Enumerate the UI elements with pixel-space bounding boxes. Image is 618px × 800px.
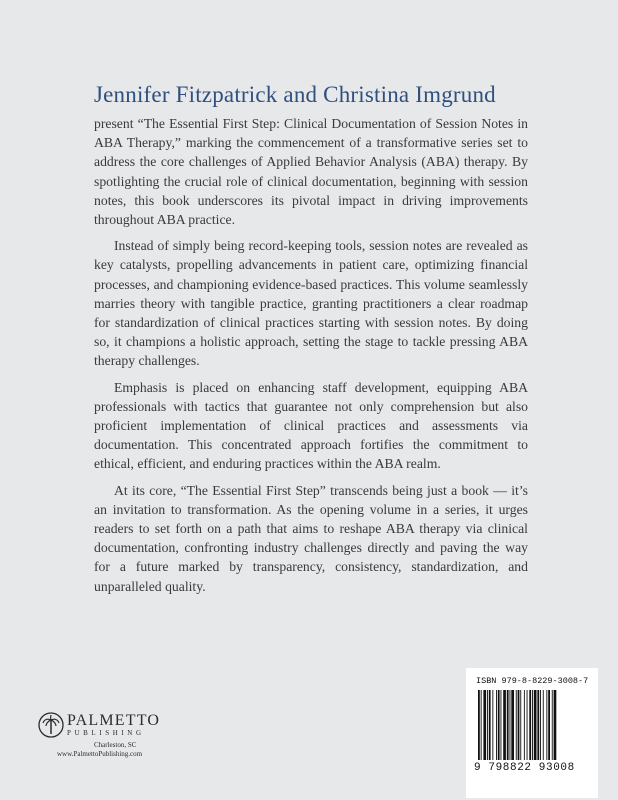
- publisher-name: PALMETTO: [67, 711, 161, 729]
- barcode-bar: [483, 690, 486, 760]
- barcode-bar: [527, 690, 528, 760]
- barcode-bar: [546, 690, 547, 760]
- barcode-bar: [481, 690, 482, 760]
- barcode-bar: [496, 690, 497, 760]
- barcode-bar: [516, 690, 517, 760]
- publisher-logo: [38, 712, 178, 759]
- publisher-city: Charleston, SC: [94, 741, 137, 749]
- back-cover-blurb: [94, 114, 528, 603]
- barcode-digits: 9 798822 93008: [474, 762, 575, 774]
- barcode-bar: [511, 690, 514, 760]
- barcode-bar: [532, 690, 533, 760]
- publisher-url: www.PalmettoPublishing.com: [57, 750, 143, 758]
- barcode-bar: [548, 690, 550, 760]
- blurb-paragraph-4: At its core, “The Essential First Step” transcends being just a book — it’s an invitation to transformation. As the opening volume in a series, it urges readers to set forth on a path that aims to reshape ABA therapy via clinical documentation, confronting industry challenges directly and paving the way for a future marked by transparency, consistency, standardization, and unparalleled quality.: [94, 482, 528, 594]
- author-names: Jennifer Fitzpatrick and Christina Imgrund: [94, 82, 496, 107]
- isbn-barcode: [466, 668, 598, 798]
- barcode-bar: [510, 690, 511, 760]
- palmetto-tree-icon: [38, 712, 64, 738]
- barcode-bar: [518, 690, 520, 760]
- barcode-bar: [524, 690, 525, 760]
- barcode-bar: [501, 690, 502, 760]
- barcode-bar: [554, 690, 557, 760]
- barcode-bar: [543, 690, 544, 760]
- barcode-bar: [520, 690, 521, 760]
- barcode-bar: [498, 690, 500, 760]
- barcode-bar: [540, 690, 541, 760]
- blurb-paragraph-2: Instead of simply being record-keeping tools, session notes are revealed as key catalysts, propelling advancements in patient care, optimizing financial processes, and championing evidence-based practices. This volume seamlessly marries theory with tangible practice, granting practitioners a clear roadmap for standardization of clinical practices starting with session notes. By doing so, it champions a holistic approach, setting the stage to tackle pressing ABA therapy challenges.: [94, 238, 528, 369]
- barcode-bar: [503, 690, 506, 760]
- barcode-bar: [478, 690, 480, 760]
- barcode-bar: [529, 690, 531, 760]
- barcode-bar: [537, 690, 539, 760]
- barcode-bar: [552, 690, 553, 760]
- blurb-paragraph-1: present “The Essential First Step: Clinical Documentation of Session Notes in ABA Therapy,” marking the commencement of a transformative series set to address the core challenges of Applied Behavior Analysis (ABA) therapy. By spotlighting the crucial role of clinical documentation, beginning with session notes, this book underscores its pivotal impact in driving improvements throughout ABA practice.: [94, 116, 528, 228]
- barcode-bar: [492, 690, 493, 760]
- barcode-bar: [534, 690, 537, 760]
- barcode-bar: [489, 690, 491, 760]
- isbn-label: ISBN 979-8-8229-3008-7: [476, 676, 589, 686]
- publisher-subname: PUBLISHING: [67, 728, 145, 737]
- blurb-paragraph-3: Emphasis is placed on enhancing staff development, equipping ABA professionals with tactics that guarantee not only comprehension but also proficient implementation of clinical practices and assessments via documentation. This concentrated approach fortifies the commitment to ethical, efficient, and enduring practices within the ABA realm.: [94, 379, 528, 472]
- barcode-bar: [487, 690, 488, 760]
- barcode-bars: [478, 690, 590, 764]
- barcode-bar: [507, 690, 509, 760]
